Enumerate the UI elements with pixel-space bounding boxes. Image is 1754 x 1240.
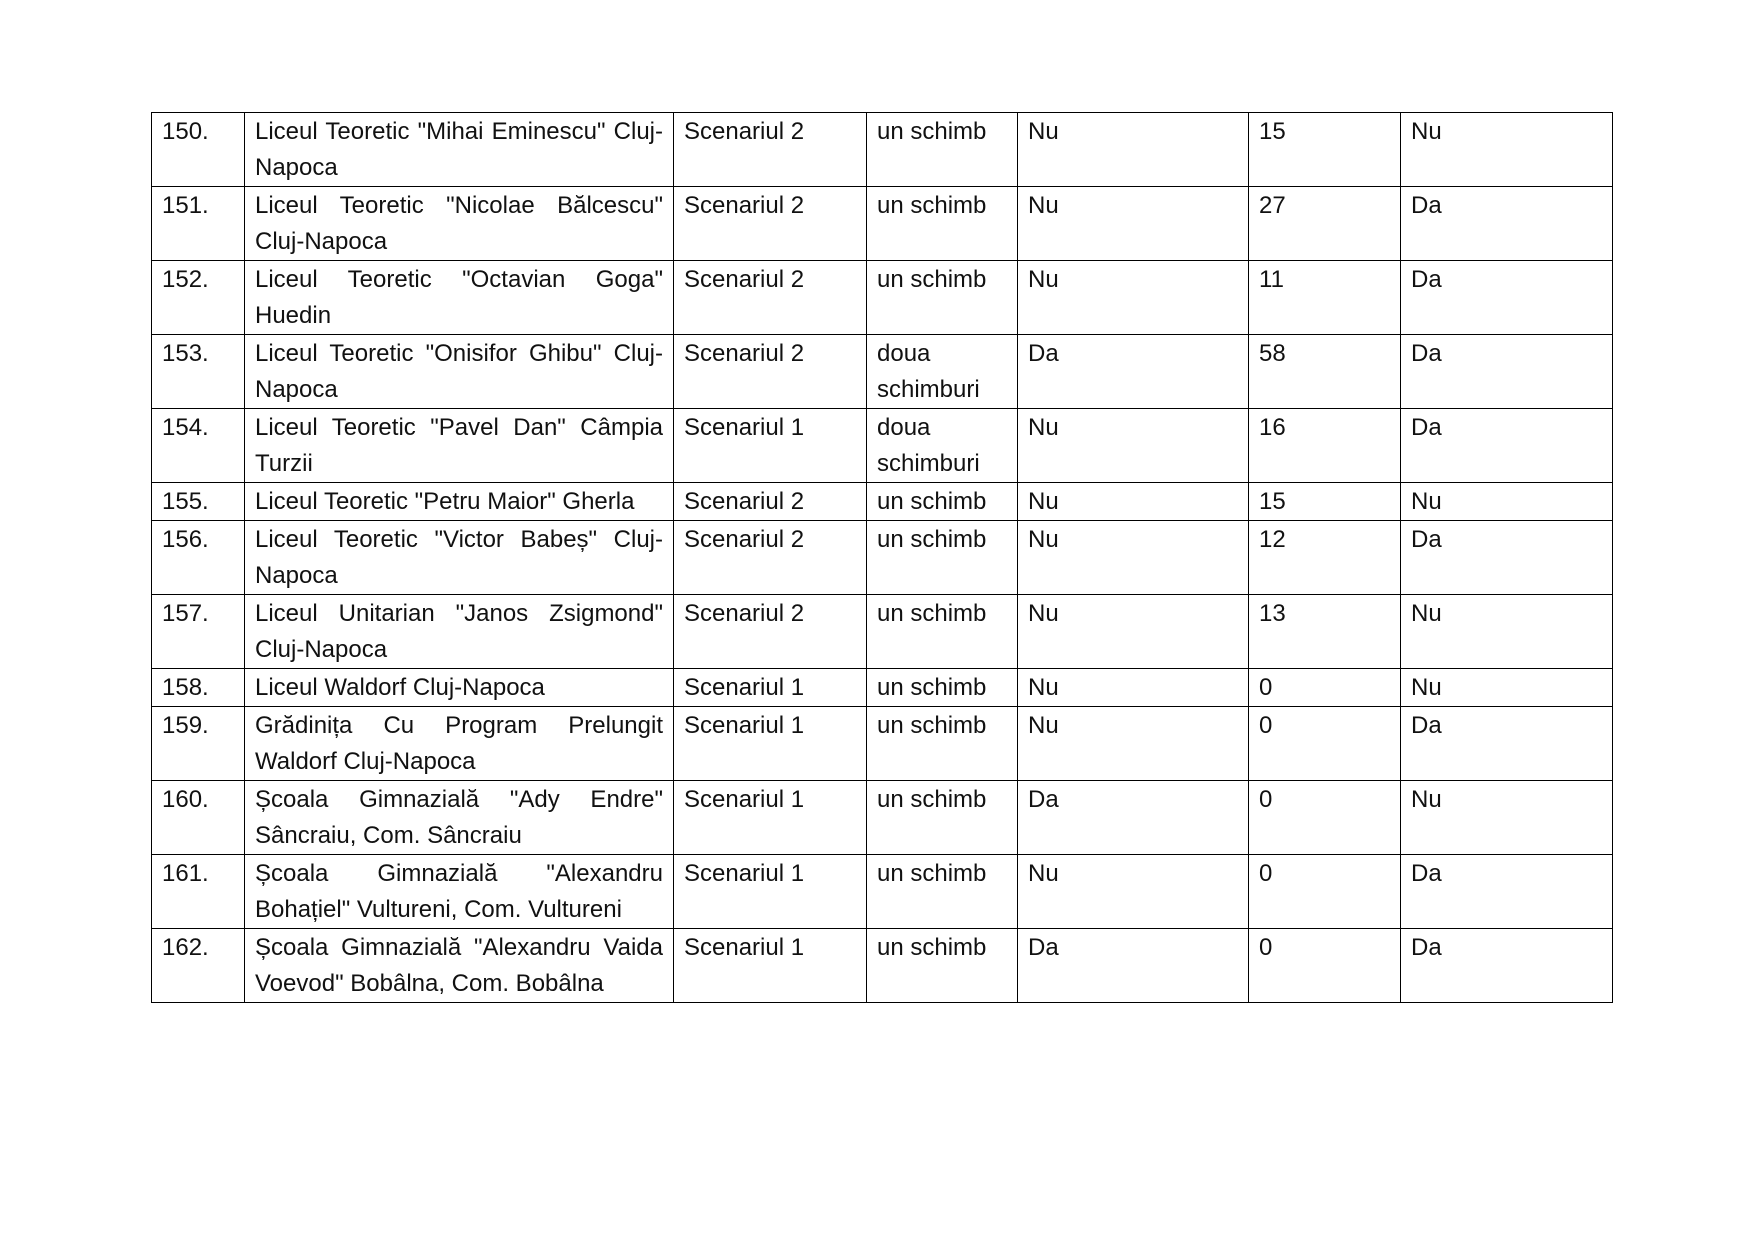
- table-row: [152, 929, 1613, 1003]
- row-number-cell: 157.: [152, 595, 245, 669]
- table-row: [152, 187, 1613, 261]
- column-5-cell: Nu: [1018, 521, 1249, 595]
- row-number-cell: 162.: [152, 929, 245, 1003]
- schools-table: [151, 112, 1613, 1003]
- column-5-cell: Nu: [1018, 483, 1249, 521]
- school-name-cell: Liceul Waldorf Cluj-Napoca: [245, 669, 674, 707]
- column-6-cell: 58: [1249, 335, 1401, 409]
- row-number-cell: 155.: [152, 483, 245, 521]
- table-row: [152, 707, 1613, 781]
- column-5-cell: Da: [1018, 929, 1249, 1003]
- scenario-cell: Scenariul 2: [674, 113, 867, 187]
- column-6-cell: 27: [1249, 187, 1401, 261]
- column-6-cell: 0: [1249, 669, 1401, 707]
- shift-cell: un schimb: [867, 113, 1018, 187]
- scenario-cell: Scenariul 1: [674, 781, 867, 855]
- row-number-cell: 152.: [152, 261, 245, 335]
- school-name-cell: Liceul Teoretic "Pavel Dan" Câmpia Turzii: [245, 409, 674, 483]
- column-7-cell: Da: [1401, 855, 1613, 929]
- column-7-cell: Da: [1401, 521, 1613, 595]
- school-name-cell: Liceul Unitarian "Janos Zsigmond" Cluj-Napoca: [245, 595, 674, 669]
- shift-cell: un schimb: [867, 781, 1018, 855]
- column-7-cell: Da: [1401, 707, 1613, 781]
- row-number-cell: 160.: [152, 781, 245, 855]
- column-5-cell: Da: [1018, 781, 1249, 855]
- column-5-cell: Nu: [1018, 409, 1249, 483]
- shift-cell: un schimb: [867, 261, 1018, 335]
- table-row: [152, 483, 1613, 521]
- table-body: [152, 113, 1613, 1003]
- scenario-cell: Scenariul 2: [674, 483, 867, 521]
- column-6-cell: 0: [1249, 707, 1401, 781]
- shift-cell: un schimb: [867, 669, 1018, 707]
- school-name-cell: Școala Gimnazială "Ady Endre" Sâncraiu, Com. Sâncraiu: [245, 781, 674, 855]
- column-5-cell: Da: [1018, 335, 1249, 409]
- scenario-cell: Scenariul 2: [674, 595, 867, 669]
- column-7-cell: Nu: [1401, 595, 1613, 669]
- table-row: [152, 595, 1613, 669]
- column-7-cell: Da: [1401, 335, 1613, 409]
- column-7-cell: Nu: [1401, 113, 1613, 187]
- table-row: [152, 113, 1613, 187]
- column-7-cell: Da: [1401, 409, 1613, 483]
- column-5-cell: Nu: [1018, 707, 1249, 781]
- shift-cell: un schimb: [867, 707, 1018, 781]
- column-6-cell: 0: [1249, 781, 1401, 855]
- column-7-cell: Da: [1401, 261, 1613, 335]
- shift-cell: doua schimburi: [867, 335, 1018, 409]
- shift-cell: un schimb: [867, 929, 1018, 1003]
- school-name-cell: Liceul Teoretic "Nicolae Bălcescu" Cluj-Napoca: [245, 187, 674, 261]
- scenario-cell: Scenariul 1: [674, 855, 867, 929]
- column-6-cell: 0: [1249, 855, 1401, 929]
- school-name-cell: Școala Gimnazială "Alexandru Bohațiel" Vultureni, Com. Vultureni: [245, 855, 674, 929]
- table-row: [152, 521, 1613, 595]
- column-7-cell: Da: [1401, 187, 1613, 261]
- column-7-cell: Nu: [1401, 669, 1613, 707]
- table-row: [152, 261, 1613, 335]
- shift-cell: un schimb: [867, 595, 1018, 669]
- shift-cell: un schimb: [867, 483, 1018, 521]
- shift-cell: un schimb: [867, 187, 1018, 261]
- table-row: [152, 335, 1613, 409]
- table-row: [152, 669, 1613, 707]
- school-name-cell: Liceul Teoretic "Victor Babeș" Cluj-Napoca: [245, 521, 674, 595]
- scenario-cell: Scenariul 1: [674, 707, 867, 781]
- row-number-cell: 161.: [152, 855, 245, 929]
- column-5-cell: Nu: [1018, 855, 1249, 929]
- school-name-cell: Liceul Teoretic "Petru Maior" Gherla: [245, 483, 674, 521]
- table-row: [152, 781, 1613, 855]
- column-6-cell: 0: [1249, 929, 1401, 1003]
- school-name-cell: Școala Gimnazială "Alexandru Vaida Voevod" Bobâlna, Com. Bobâlna: [245, 929, 674, 1003]
- table-row: [152, 855, 1613, 929]
- shift-cell: doua schimburi: [867, 409, 1018, 483]
- scenario-cell: Scenariul 1: [674, 929, 867, 1003]
- column-6-cell: 12: [1249, 521, 1401, 595]
- shift-cell: un schimb: [867, 521, 1018, 595]
- school-name-cell: Grădinița Cu Program Prelungit Waldorf Cluj-Napoca: [245, 707, 674, 781]
- column-6-cell: 16: [1249, 409, 1401, 483]
- scenario-cell: Scenariul 1: [674, 409, 867, 483]
- school-name-cell: Liceul Teoretic "Mihai Eminescu" Cluj-Napoca: [245, 113, 674, 187]
- column-6-cell: 15: [1249, 113, 1401, 187]
- school-name-cell: Liceul Teoretic "Onisifor Ghibu" Cluj-Napoca: [245, 335, 674, 409]
- column-7-cell: Nu: [1401, 483, 1613, 521]
- school-name-cell: Liceul Teoretic "Octavian Goga" Huedin: [245, 261, 674, 335]
- shift-cell: un schimb: [867, 855, 1018, 929]
- row-number-cell: 150.: [152, 113, 245, 187]
- row-number-cell: 158.: [152, 669, 245, 707]
- row-number-cell: 151.: [152, 187, 245, 261]
- column-7-cell: Da: [1401, 929, 1613, 1003]
- row-number-cell: 159.: [152, 707, 245, 781]
- column-6-cell: 11: [1249, 261, 1401, 335]
- column-5-cell: Nu: [1018, 187, 1249, 261]
- scenario-cell: Scenariul 1: [674, 669, 867, 707]
- column-6-cell: 13: [1249, 595, 1401, 669]
- scenario-cell: Scenariul 2: [674, 335, 867, 409]
- column-5-cell: Nu: [1018, 113, 1249, 187]
- column-7-cell: Nu: [1401, 781, 1613, 855]
- column-5-cell: Nu: [1018, 261, 1249, 335]
- column-5-cell: Nu: [1018, 595, 1249, 669]
- scenario-cell: Scenariul 2: [674, 187, 867, 261]
- row-number-cell: 153.: [152, 335, 245, 409]
- table-row: [152, 409, 1613, 483]
- column-6-cell: 15: [1249, 483, 1401, 521]
- scenario-cell: Scenariul 2: [674, 521, 867, 595]
- row-number-cell: 154.: [152, 409, 245, 483]
- row-number-cell: 156.: [152, 521, 245, 595]
- column-5-cell: Nu: [1018, 669, 1249, 707]
- scenario-cell: Scenariul 2: [674, 261, 867, 335]
